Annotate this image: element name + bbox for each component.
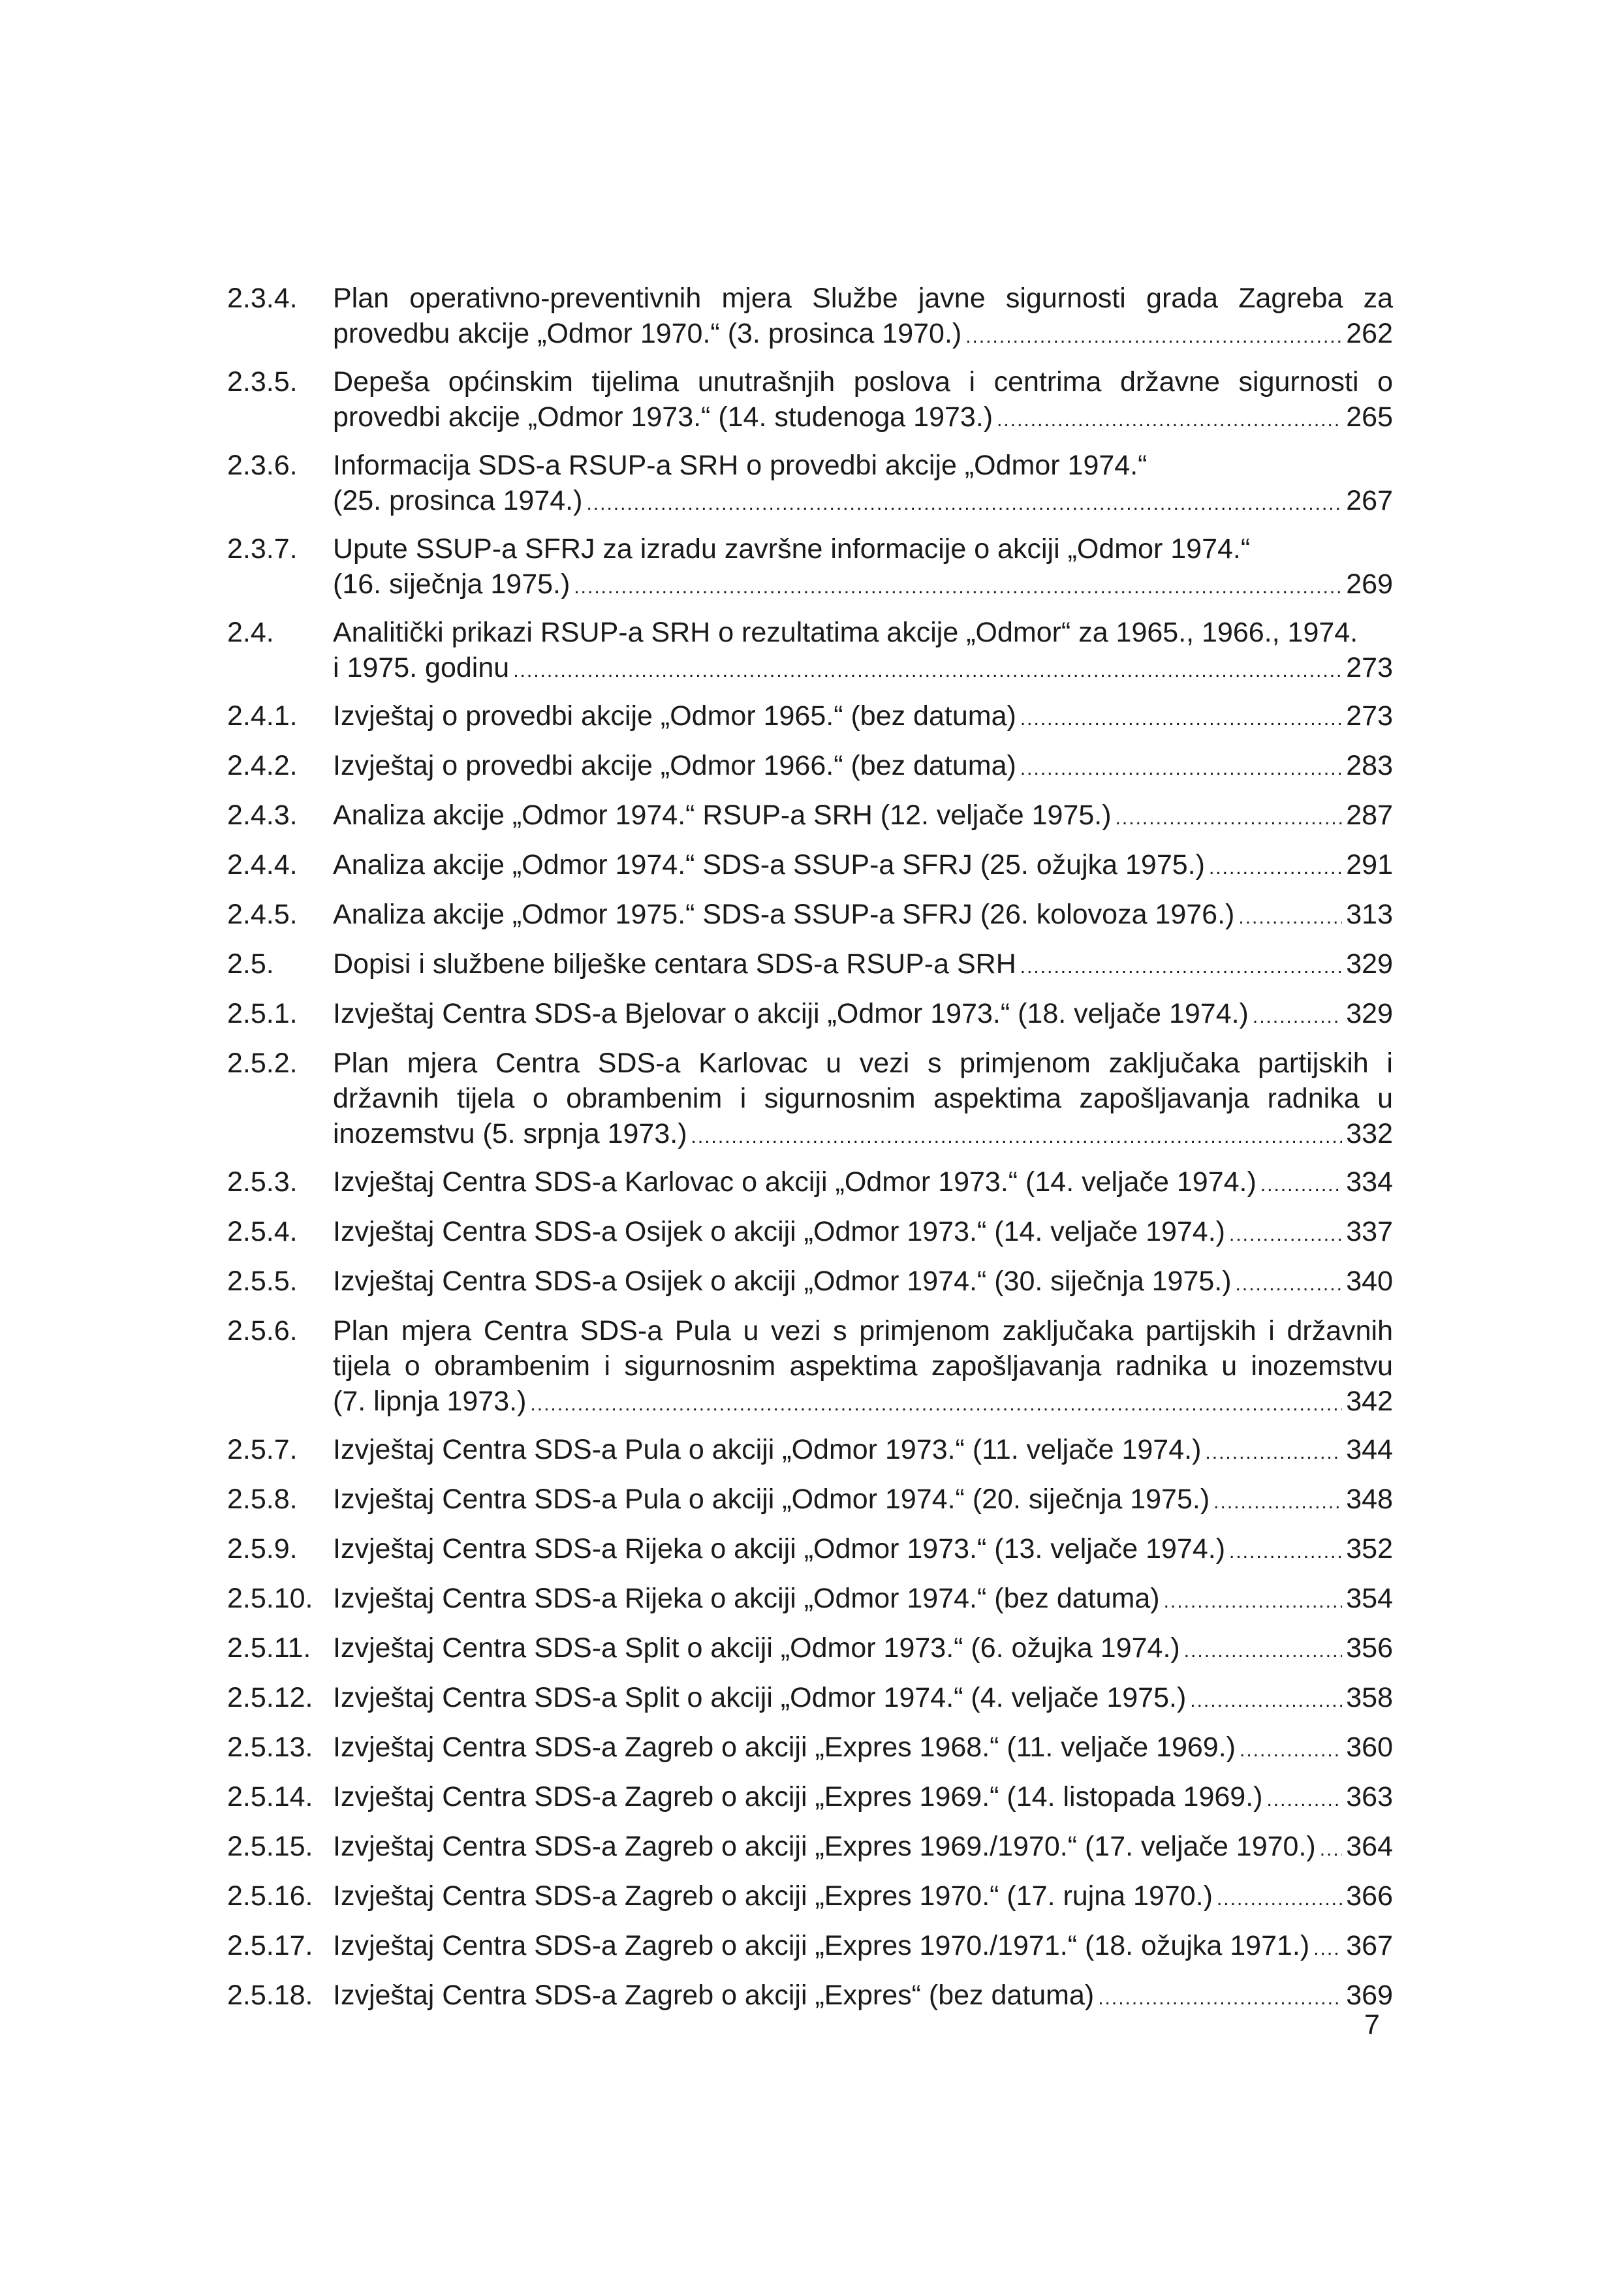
toc-entry-title <box>333 364 1393 438</box>
toc-entry[interactable] <box>227 1264 1393 1302</box>
toc-entry-title <box>333 798 1393 836</box>
toc-entry-title <box>333 698 1393 737</box>
dot-leader <box>1240 1733 1342 1768</box>
toc-entry-title <box>333 1046 1393 1155</box>
toc-entry[interactable] <box>227 448 1393 521</box>
toc-entry-title <box>333 1928 1393 1967</box>
toc-entry-leader-line <box>333 1164 1393 1203</box>
toc-entry-page: 340 <box>1346 1266 1393 1297</box>
toc-entry-leader-line <box>333 1928 1393 1967</box>
toc-entry-title-line: Izvještaj Centra SDS-a Osijek o akciji „Odmor 1973.“ (14. veljače 1974.) <box>333 1216 1225 1247</box>
dot-leader <box>1020 950 1342 985</box>
toc-entry-page: 364 <box>1346 1831 1393 1862</box>
toc-entry-number: 2.5.1. <box>227 998 298 1029</box>
toc-entry-number: 2.4.3. <box>227 800 298 831</box>
toc-entry-number: 2.5.12. <box>227 1682 313 1713</box>
toc-entry-title <box>333 1779 1393 1818</box>
toc-entry-title <box>333 1482 1393 1520</box>
toc-entry[interactable] <box>227 281 1393 354</box>
toc-entry-page: 342 <box>1346 1386 1393 1417</box>
toc-entry-title <box>333 1264 1393 1302</box>
toc-entry-title-line: Analitički prikazi RSUP-a SRH o rezultatima akcije „Odmor“ za 1965., 1966., 1974. <box>333 617 1358 648</box>
toc-entry-number: 2.5.10. <box>227 1583 313 1614</box>
table-of-contents <box>227 281 1393 2027</box>
toc-entry-leader-line <box>333 847 1393 886</box>
toc-entry-title <box>333 1630 1393 1669</box>
toc-entry-title-line: Izvještaj Centra SDS-a Split o akciji „Odmor 1974.“ (4. veljače 1975.) <box>333 1682 1187 1713</box>
toc-entry-leader-line <box>333 1264 1393 1302</box>
toc-entry-page: 273 <box>1346 652 1393 683</box>
toc-entry[interactable] <box>227 1730 1393 1768</box>
toc-entry-title <box>333 847 1393 886</box>
toc-entry-page: 262 <box>1346 318 1393 349</box>
dot-leader <box>586 486 1342 521</box>
toc-entry-number: 2.4. <box>227 617 274 648</box>
toc-entry-title-line: Izvještaj Centra SDS-a Zagreb o akciji „Expres 1969./1970.“ (17. veljače 1970.) <box>333 1831 1316 1862</box>
toc-entry-title <box>333 1878 1393 1917</box>
toc-entry[interactable] <box>227 1432 1393 1470</box>
toc-entry-title-line: Izvještaj Centra SDS-a Zagreb o akciji „Expres 1970./1971.“ (18. ožujka 1971.) <box>333 1930 1310 1961</box>
toc-entry[interactable] <box>227 1878 1393 1917</box>
toc-entry-title <box>333 1432 1393 1470</box>
dot-leader <box>1213 1485 1342 1520</box>
dot-leader <box>530 1387 1342 1422</box>
toc-entry[interactable] <box>227 1214 1393 1252</box>
toc-entry-title-line: provedbu akcije „Odmor 1970.“ (3. prosinca 1970.) <box>333 318 962 349</box>
toc-entry[interactable] <box>227 1046 1393 1155</box>
toc-entry[interactable] <box>227 698 1393 737</box>
dot-leader <box>1320 1832 1343 1867</box>
toc-entry-title-line: i 1975. godinu <box>333 652 510 683</box>
toc-entry-title <box>333 1730 1393 1768</box>
dot-leader <box>1020 751 1342 786</box>
toc-entry[interactable] <box>227 1581 1393 1619</box>
toc-entry[interactable] <box>227 748 1393 786</box>
toc-entry-number: 2.5.15. <box>227 1831 313 1862</box>
toc-entry-number: 2.5.6. <box>227 1315 298 1346</box>
dot-leader <box>1184 1634 1343 1669</box>
toc-entry-page: 329 <box>1346 998 1393 1029</box>
toc-entry-page: 269 <box>1346 568 1393 600</box>
toc-entry-title-line: Izvještaj Centra SDS-a Zagreb o akciji „Expres 1969.“ (14. listopada 1969.) <box>333 1781 1263 1812</box>
toc-entry-leader-line <box>333 698 1393 737</box>
toc-entry-page: 358 <box>1346 1682 1393 1713</box>
toc-entry-title-line: inozemstvu (5. srpnja 1973.) <box>333 1118 687 1149</box>
toc-entry-number: 2.3.4. <box>227 283 298 314</box>
dot-leader <box>1253 999 1342 1035</box>
toc-entry-page: 366 <box>1346 1880 1393 1912</box>
toc-entry[interactable] <box>227 1313 1393 1422</box>
toc-entry-leader-line <box>333 1779 1393 1818</box>
toc-entry-title-line: (16. siječnja 1975.) <box>333 568 570 600</box>
toc-entry[interactable] <box>227 1630 1393 1669</box>
toc-entry-title <box>333 1680 1393 1719</box>
dot-leader <box>1238 900 1342 935</box>
toc-entry-page: 273 <box>1346 700 1393 732</box>
toc-entry-page: 360 <box>1346 1732 1393 1763</box>
toc-entry-number: 2.3.5. <box>227 366 298 397</box>
toc-entry-leader-line <box>333 1214 1393 1252</box>
toc-entry-title <box>333 531 1393 605</box>
toc-entry-title <box>333 1829 1393 1867</box>
toc-entry-title-line: Izvještaj o provedbi akcije „Odmor 1966.“ (bez datuma) <box>333 750 1016 781</box>
toc-entry-title-line: Analiza akcije „Odmor 1974.“ RSUP-a SRH (12. veljače 1975.) <box>333 800 1112 831</box>
toc-entry-page: 363 <box>1346 1781 1393 1812</box>
toc-entry-title <box>333 1581 1393 1619</box>
toc-entry-page: 369 <box>1346 1980 1393 2011</box>
toc-entry-number: 2.5.14. <box>227 1781 313 1812</box>
toc-entry-page: 329 <box>1346 948 1393 980</box>
toc-entry[interactable] <box>227 531 1393 605</box>
toc-entry-number: 2.4.4. <box>227 849 298 880</box>
toc-entry[interactable] <box>227 1482 1393 1520</box>
toc-entry-title-line: Plan mjera Centra SDS-a Pula u vezi s primjenom zaključaka partijskih i državnih <box>333 1315 1393 1346</box>
toc-entry-leader-line <box>333 748 1393 786</box>
toc-entry-page: 313 <box>1346 899 1393 930</box>
toc-entry-leader-line <box>333 567 1393 605</box>
toc-entry-leader-line <box>333 650 1393 689</box>
toc-entry-number: 2.5.13. <box>227 1732 313 1763</box>
toc-entry-title <box>333 1978 1393 2016</box>
toc-entry[interactable] <box>227 1164 1393 1203</box>
page-number: 7 <box>1364 2009 1380 2040</box>
toc-entry-title-line: Analiza akcije „Odmor 1975.“ SDS-a SSUP-a SFRJ (26. kolovoza 1976.) <box>333 899 1235 930</box>
toc-entry-title-line: Analiza akcije „Odmor 1974.“ SDS-a SSUP-a SFRJ (25. ožujka 1975.) <box>333 849 1205 880</box>
toc-entry-title-line: tijela o obrambenim i sigurnosnim aspektima zapošljavanja radnika u inozemstvu <box>333 1350 1393 1382</box>
toc-entry-leader-line <box>333 1730 1393 1768</box>
dot-leader <box>1236 1267 1343 1302</box>
dot-leader <box>1098 1981 1342 2016</box>
toc-entry-title-line: Depeša općinskim tijelima unutrašnjih poslova i centrima državne sigurnosti o <box>333 366 1393 397</box>
toc-entry-title <box>333 448 1393 521</box>
toc-entry-title <box>333 946 1393 985</box>
toc-entry-title-line: Izvještaj Centra SDS-a Bjelovar o akciji „Odmor 1973.“ (18. veljače 1974.) <box>333 998 1249 1029</box>
toc-entry-title-line: Izvještaj Centra SDS-a Rijeka o akciji „Odmor 1974.“ (bez datuma) <box>333 1583 1160 1614</box>
toc-entry-title-line: Izvještaj Centra SDS-a Rijeka o akciji „Odmor 1973.“ (13. veljače 1974.) <box>333 1533 1226 1564</box>
dot-leader <box>1190 1683 1342 1719</box>
toc-entry-title-line: Izvještaj Centra SDS-a Karlovac o akciji „Odmor 1973.“ (14. veljače 1974.) <box>333 1166 1257 1198</box>
toc-entry-leader-line <box>333 1878 1393 1917</box>
dot-leader <box>1229 1217 1342 1252</box>
toc-entry-leader-line <box>333 946 1393 985</box>
dot-leader <box>1116 801 1343 836</box>
toc-entry-number: 2.4.5. <box>227 899 298 930</box>
toc-entry-page: 265 <box>1346 401 1393 433</box>
toc-entry-title-line: Izvještaj Centra SDS-a Split o akciji „Odmor 1973.“ (6. ožujka 1974.) <box>333 1632 1180 1664</box>
toc-entry-page: 348 <box>1346 1484 1393 1515</box>
toc-entry[interactable] <box>227 615 1393 689</box>
toc-entry-title <box>333 281 1393 354</box>
toc-entry-number: 2.5.18. <box>227 1980 313 2011</box>
toc-entry-leader-line <box>333 1680 1393 1719</box>
dot-leader <box>513 653 1342 689</box>
toc-entry-number: 2.5.16. <box>227 1880 313 1912</box>
toc-entry-number: 2.4.1. <box>227 700 298 732</box>
toc-entry-title-line: državnih tijela o obrambenim i sigurnosnim aspektima zapošljavanja radnika u <box>333 1083 1393 1114</box>
toc-entry-title-line: Izvještaj Centra SDS-a Zagreb o akciji „Expres“ (bez datuma) <box>333 1980 1095 2011</box>
toc-entry[interactable] <box>227 1978 1393 2016</box>
toc-entry-leader-line <box>333 798 1393 836</box>
toc-entry[interactable] <box>227 1680 1393 1719</box>
toc-entry-number: 2.5. <box>227 948 274 980</box>
toc-entry[interactable] <box>227 798 1393 836</box>
toc-entry-page: 332 <box>1346 1118 1393 1149</box>
toc-entry-page: 354 <box>1346 1583 1393 1614</box>
toc-entry-number: 2.4.2. <box>227 750 298 781</box>
toc-entry-leader-line <box>333 1384 1393 1422</box>
dot-leader <box>1164 1584 1343 1619</box>
toc-entry-title-line: Izvještaj Centra SDS-a Pula o akciji „Odmor 1974.“ (20. siječnja 1975.) <box>333 1484 1210 1515</box>
toc-entry[interactable] <box>227 996 1393 1035</box>
toc-entry-title-line: Izvještaj Centra SDS-a Pula o akciji „Odmor 1973.“ (11. veljače 1974.) <box>333 1434 1202 1465</box>
toc-entry-page: 344 <box>1346 1434 1393 1465</box>
toc-entry-page: 267 <box>1346 485 1393 516</box>
toc-entry-number: 2.5.3. <box>227 1166 298 1198</box>
toc-entry-leader-line <box>333 399 1393 438</box>
toc-entry-title <box>333 897 1393 935</box>
toc-entry-number: 2.3.6. <box>227 450 298 481</box>
toc-entry-leader-line <box>333 316 1393 354</box>
toc-entry-number: 2.5.9. <box>227 1533 298 1564</box>
toc-entry-title <box>333 1164 1393 1203</box>
toc-entry-number: 2.5.2. <box>227 1048 298 1079</box>
toc-entry-leader-line <box>333 1581 1393 1619</box>
dot-leader <box>1020 702 1342 737</box>
toc-entry-leader-line <box>333 1531 1393 1570</box>
toc-entry-leader-line <box>333 1432 1393 1470</box>
dot-leader <box>1260 1168 1342 1203</box>
toc-entry-title-line: Izvještaj o provedbi akcije „Odmor 1965.“ (bez datuma) <box>333 700 1016 732</box>
dot-leader <box>1205 1435 1342 1470</box>
toc-entry-page: 287 <box>1346 800 1393 831</box>
toc-entry[interactable] <box>227 1829 1393 1867</box>
toc-entry-title <box>333 615 1393 689</box>
toc-entry-leader-line <box>333 996 1393 1035</box>
toc-entry[interactable] <box>227 364 1393 438</box>
toc-entry-title <box>333 748 1393 786</box>
toc-entry-title-line: Plan operativno-preventivnih mjera Službe javne sigurnosti grada Zagreba za <box>333 283 1393 314</box>
toc-entry[interactable] <box>227 897 1393 935</box>
toc-entry-title-line: Plan mjera Centra SDS-a Karlovac u vezi s primjenom zaključaka partijskih i <box>333 1048 1393 1079</box>
dot-leader <box>965 319 1342 354</box>
dot-leader <box>1217 1882 1342 1917</box>
toc-entry-number: 2.5.5. <box>227 1266 298 1297</box>
toc-entry-title-line: (7. lipnja 1973.) <box>333 1386 527 1417</box>
toc-entry-page: 356 <box>1346 1632 1393 1664</box>
toc-entry-title <box>333 996 1393 1035</box>
dot-leader <box>1266 1782 1342 1818</box>
toc-entry-title-line: Izvještaj Centra SDS-a Zagreb o akciji „Expres 1968.“ (11. veljače 1969.) <box>333 1732 1236 1763</box>
toc-entry-title <box>333 1531 1393 1570</box>
toc-entry-number: 2.5.8. <box>227 1484 298 1515</box>
toc-entry-number: 2.3.7. <box>227 533 298 565</box>
toc-entry-number: 2.5.11. <box>227 1632 311 1664</box>
toc-entry-number: 2.5.7. <box>227 1434 298 1465</box>
toc-entry-title-line: Informacija SDS-a RSUP-a SRH o provedbi akcije „Odmor 1974.“ <box>333 450 1148 481</box>
toc-entry-title-line: provedbi akcije „Odmor 1973.“ (14. studenoga 1973.) <box>333 401 993 433</box>
toc-entry-leader-line <box>333 1482 1393 1520</box>
toc-entry-title-line: Izvještaj Centra SDS-a Osijek o akciji „Odmor 1974.“ (30. siječnja 1975.) <box>333 1266 1232 1297</box>
toc-entry-leader-line <box>333 1630 1393 1669</box>
toc-entry-title <box>333 1214 1393 1252</box>
toc-entry-leader-line <box>333 1829 1393 1867</box>
toc-entry-title-line: Upute SSUP-a SFRJ za izradu završne informacije o akciji „Odmor 1974.“ <box>333 533 1251 565</box>
dot-leader <box>997 403 1342 438</box>
toc-entry[interactable] <box>227 1779 1393 1818</box>
toc-entry-title-line: (25. prosinca 1974.) <box>333 485 583 516</box>
toc-entry-title <box>333 1313 1393 1422</box>
dot-leader <box>1313 1931 1342 1967</box>
toc-entry[interactable] <box>227 847 1393 886</box>
toc-entry[interactable] <box>227 946 1393 985</box>
toc-entry-page: 367 <box>1346 1930 1393 1961</box>
toc-entry-page: 283 <box>1346 750 1393 781</box>
dot-leader <box>574 570 1342 605</box>
toc-entry[interactable] <box>227 1531 1393 1570</box>
toc-entry-title-line: Izvještaj Centra SDS-a Zagreb o akciji „Expres 1970.“ (17. rujna 1970.) <box>333 1880 1213 1912</box>
dot-leader <box>691 1119 1343 1155</box>
toc-entry-page: 291 <box>1346 849 1393 880</box>
toc-entry-page: 352 <box>1346 1533 1393 1564</box>
toc-entry-page: 334 <box>1346 1166 1393 1198</box>
toc-entry-number: 2.5.4. <box>227 1216 298 1247</box>
toc-entry-leader-line <box>333 897 1393 935</box>
toc-entry-leader-line <box>333 1978 1393 2016</box>
toc-entry-leader-line <box>333 1116 1393 1155</box>
dot-leader <box>1209 850 1342 886</box>
dot-leader <box>1229 1534 1342 1570</box>
toc-entry-page: 337 <box>1346 1216 1393 1247</box>
toc-entry-title-line: Dopisi i službene bilješke centara SDS-a RSUP-a SRH <box>333 948 1016 980</box>
toc-entry-leader-line <box>333 483 1393 521</box>
toc-entry[interactable] <box>227 1928 1393 1967</box>
toc-entry-number: 2.5.17. <box>227 1930 313 1961</box>
